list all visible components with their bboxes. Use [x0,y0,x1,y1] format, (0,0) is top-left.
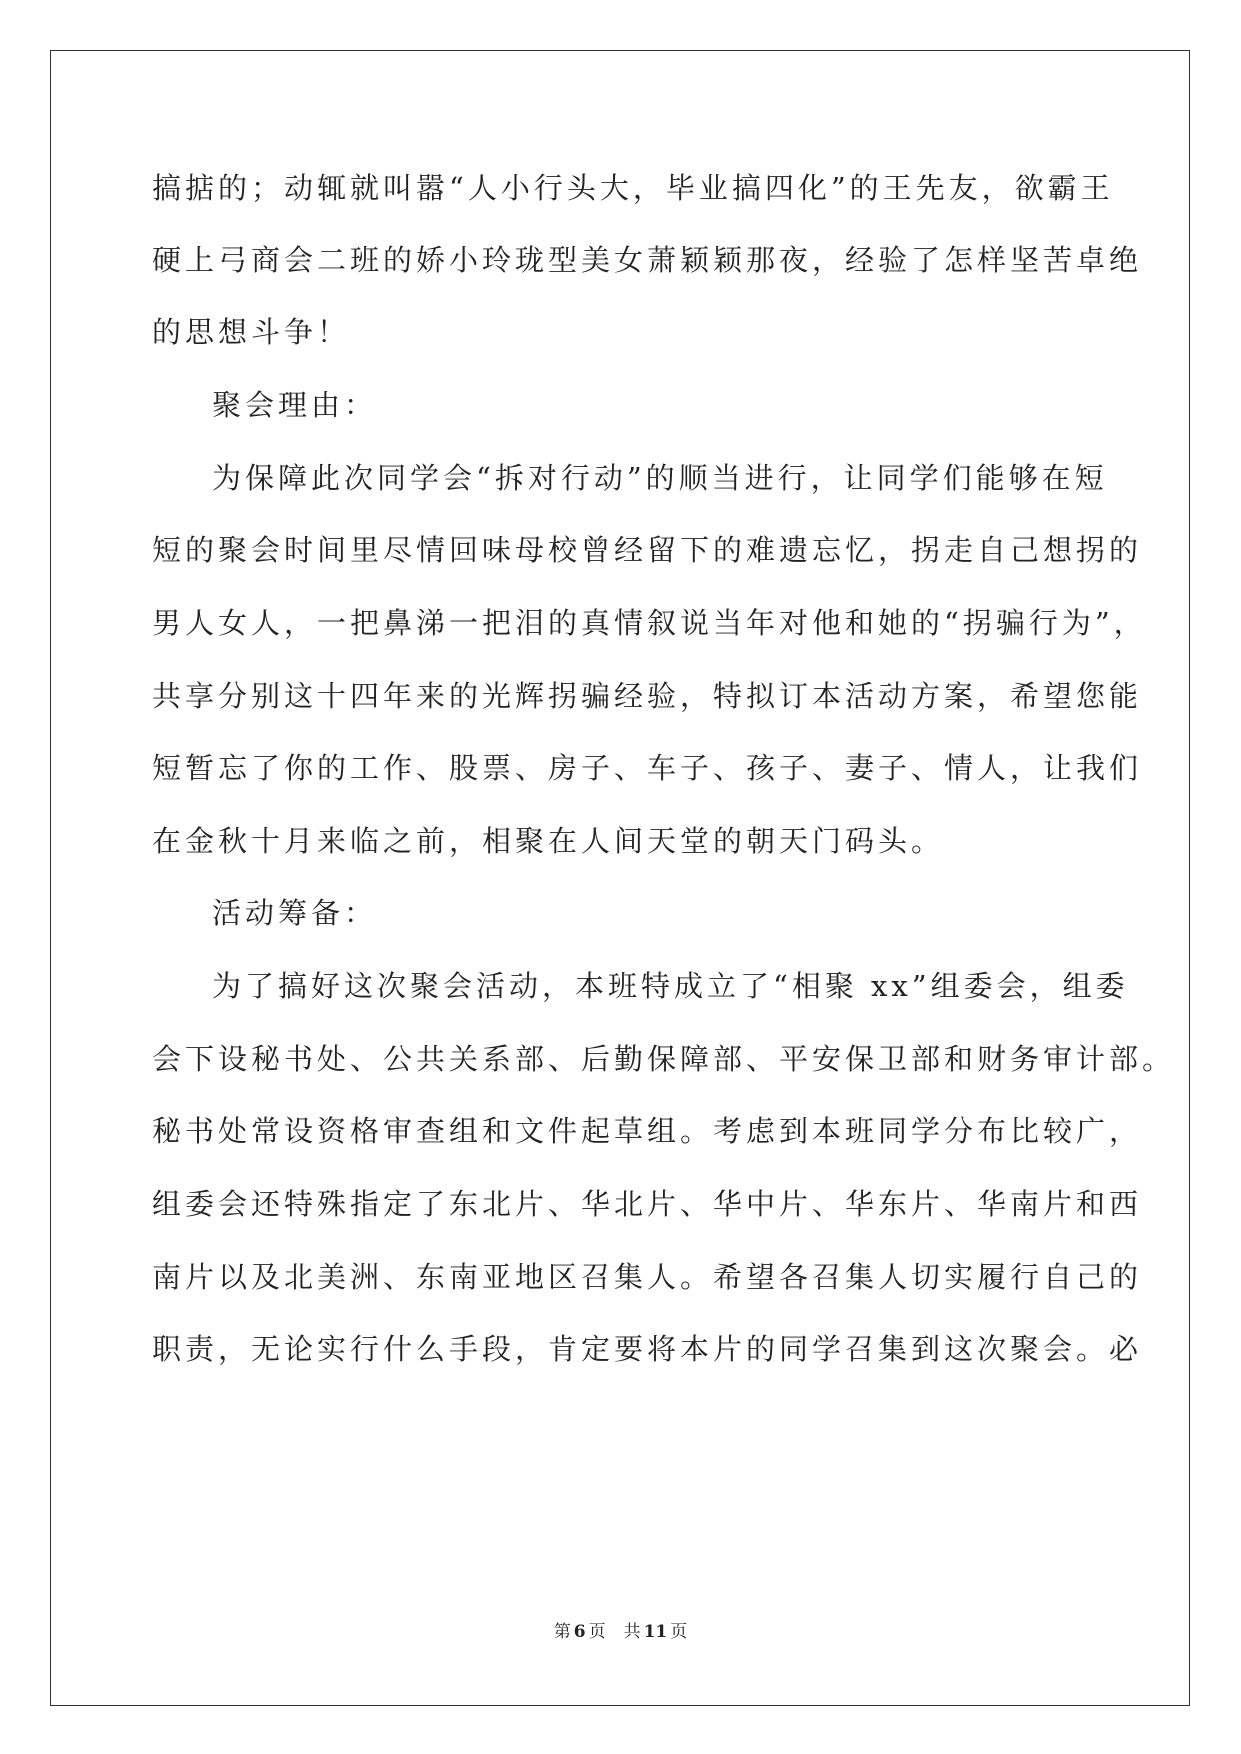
section-heading: 聚会理由： [212,388,378,422]
section-heading: 活动筹备： [212,896,378,930]
text-line: 会下设秘书处、公共关系部、后勤保障部、平安保卫部和财务审计部。 [152,1042,1176,1076]
text-line: 为了搞好这次聚会活动，本班特成立了“相聚 xx”组委会，组委 [212,969,1129,1003]
page-border [50,50,1190,1706]
text-line: 南片以及北美洲、东南亚地区召集人。希望各召集人切实履行自己的 [152,1260,1143,1294]
text-line: 共享分别这十四年来的光辉拐骗经验，特拟订本活动方案，希望您能 [152,679,1143,713]
total-prefix: 共 [623,1622,641,1642]
text-line: 在金秋十月来临之前，相聚在人间天堂的朝天门码头。 [152,824,945,858]
text-line: 搞掂的；动辄就叫嚣“人小行头大，毕业搞四化”的王先友，欲霸王 [152,171,1114,205]
text-line: 组委会还特殊指定了东北片、华北片、华中片、华东片、华南片和西 [152,1187,1143,1221]
text-line: 职责，无论实行什么手段，肯定要将本片的同学召集到这次聚会。必 [152,1332,1143,1366]
page-footer [0,1620,1241,1644]
total-pages: 11 [643,1622,668,1642]
text-line: 硬上弓商会二班的娇小玲珑型美女萧颖颖那夜，经验了怎样坚苦卓绝 [152,243,1143,277]
text-line: 为保障此次同学会“拆对行动”的顺当进行，让同学们能够在短 [212,461,1108,495]
text-line: 男人女人，一把鼻涕一把泪的真情叙说当年对他和她的“拐骗行为”， [152,606,1147,640]
total-suffix: 页 [670,1622,688,1642]
page-prefix: 第 [553,1622,571,1642]
text-line: 短暂忘了你的工作、股票、房子、车子、孩子、妻子、情人，让我们 [152,751,1143,785]
text-line: 秘书处常设资格审查组和文件起草组。考虑到本班同学分布比较广， [152,1114,1143,1148]
page-number: 6 [573,1622,586,1642]
text-line: 短的聚会时间里尽情回味母校曾经留下的难遗忘忆，拐走自己想拐的 [152,533,1143,567]
text-line: 的思想斗争！ [152,315,351,349]
page-suffix: 页 [588,1622,606,1642]
